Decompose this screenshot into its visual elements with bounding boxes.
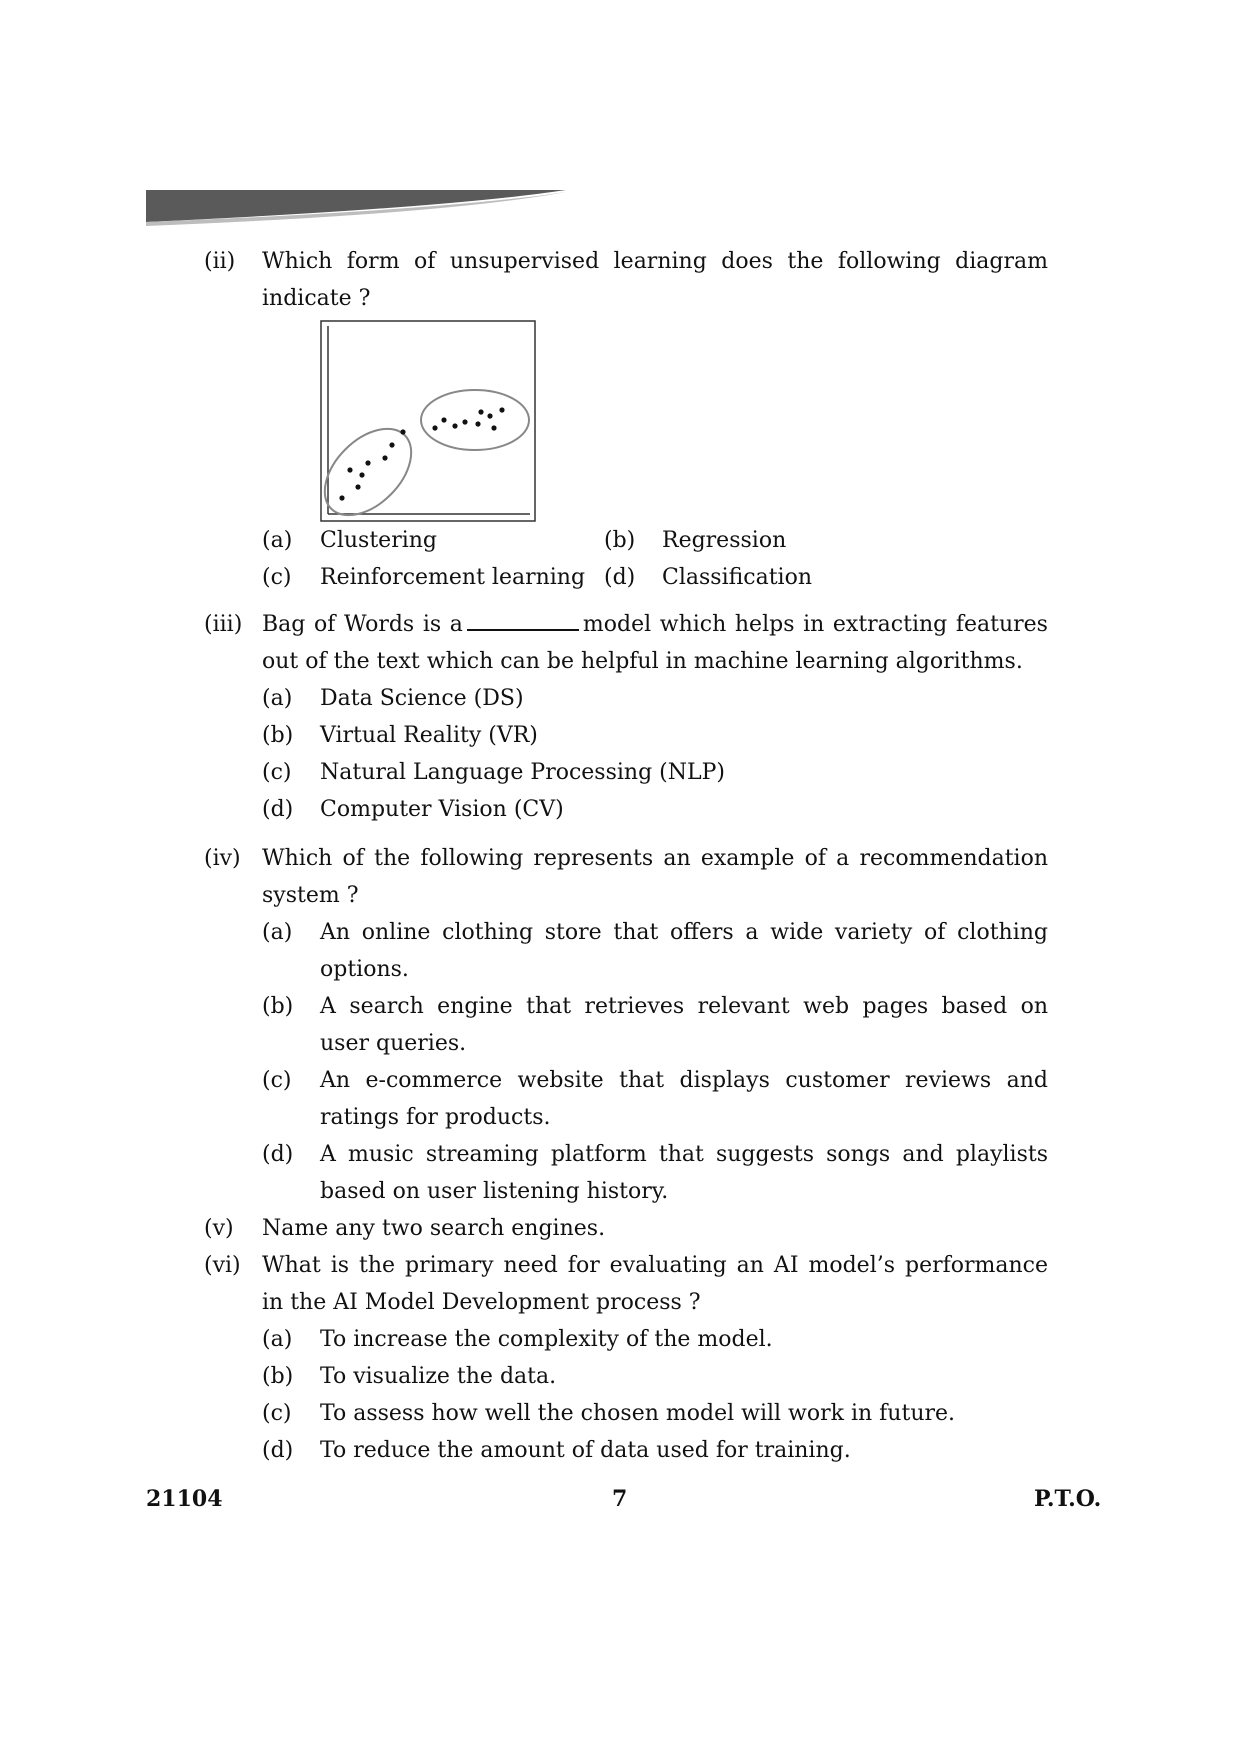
option-label: (b) (262, 1364, 294, 1389)
question-number: (iii) (204, 612, 243, 637)
question-text: Name any two search engines. (262, 1216, 606, 1241)
option-text: Regression (662, 528, 787, 553)
option-label: (b) (262, 994, 294, 1019)
fill-in-blank (467, 611, 579, 631)
option-text: To assess how well the chosen model will work in future. (320, 1401, 956, 1426)
option-label: (c) (262, 1068, 292, 1093)
option-label: (a) (262, 1327, 293, 1352)
option-text: An online clothing store that offers a wide variety of clothing (320, 920, 1048, 945)
option-text: Reinforcement learning (320, 565, 586, 590)
option-text: To increase the complexity of the model. (320, 1327, 773, 1352)
option-label: (a) (262, 920, 293, 945)
question-number: (iv) (204, 846, 241, 871)
option-label: (c) (262, 565, 292, 590)
option-text: based on user listening history. (320, 1179, 669, 1204)
option-text: To reduce the amount of data used for training. (320, 1438, 851, 1463)
option-text: A search engine that retrieves relevant web pages based on (320, 994, 1048, 1019)
question-text: in the AI Model Development process ? (262, 1290, 701, 1315)
question-number: (ii) (204, 249, 236, 274)
option-label: (c) (262, 1401, 292, 1426)
option-text: To visualize the data. (320, 1364, 557, 1389)
question-paper-code: 21104 (146, 1486, 223, 1512)
option-label: (d) (604, 565, 636, 590)
option-text: Computer Vision (CV) (320, 797, 564, 822)
question-number: (v) (204, 1216, 234, 1241)
option-label: (d) (262, 1142, 294, 1167)
option-text: Natural Language Processing (NLP) (320, 760, 725, 785)
option-text: ratings for products. (320, 1105, 551, 1130)
option-label: (c) (262, 760, 292, 785)
option-text: Clustering (320, 528, 437, 553)
question-text: What is the primary need for evaluating an AI model’s performance (262, 1253, 1048, 1278)
option-text: Data Science (DS) (320, 686, 524, 711)
option-text: user queries. (320, 1031, 467, 1056)
option-text: options. (320, 957, 409, 982)
option-text: Virtual Reality (VR) (320, 723, 538, 748)
question-text: Which form of unsupervised learning does the following diagram (262, 249, 1048, 274)
option-label: (b) (604, 528, 636, 553)
option-text: An e-commerce website that displays customer reviews and (320, 1068, 1048, 1093)
question-text: Bag of Words is a model which helps in extracting features (262, 612, 1048, 637)
question-text: out of the text which can be helpful in machine learning algorithms. (262, 649, 1023, 674)
option-label: (b) (262, 723, 294, 748)
question-number: (vi) (204, 1253, 241, 1278)
question-text: indicate ? (262, 286, 371, 311)
question-text: system ? (262, 883, 359, 908)
option-text: A music streaming platform that suggests songs and playlists (320, 1142, 1048, 1167)
page-number: 7 (612, 1486, 628, 1512)
option-label: (d) (262, 797, 294, 822)
option-label: (d) (262, 1438, 294, 1463)
option-text: Classification (662, 565, 813, 590)
clustering-diagram (320, 320, 536, 522)
please-turn-over: P.T.O. (1034, 1486, 1102, 1512)
header-banner (146, 188, 566, 228)
option-label: (a) (262, 528, 293, 553)
question-text: Which of the following represents an example of a recommendation (262, 846, 1048, 871)
option-label: (a) (262, 686, 293, 711)
